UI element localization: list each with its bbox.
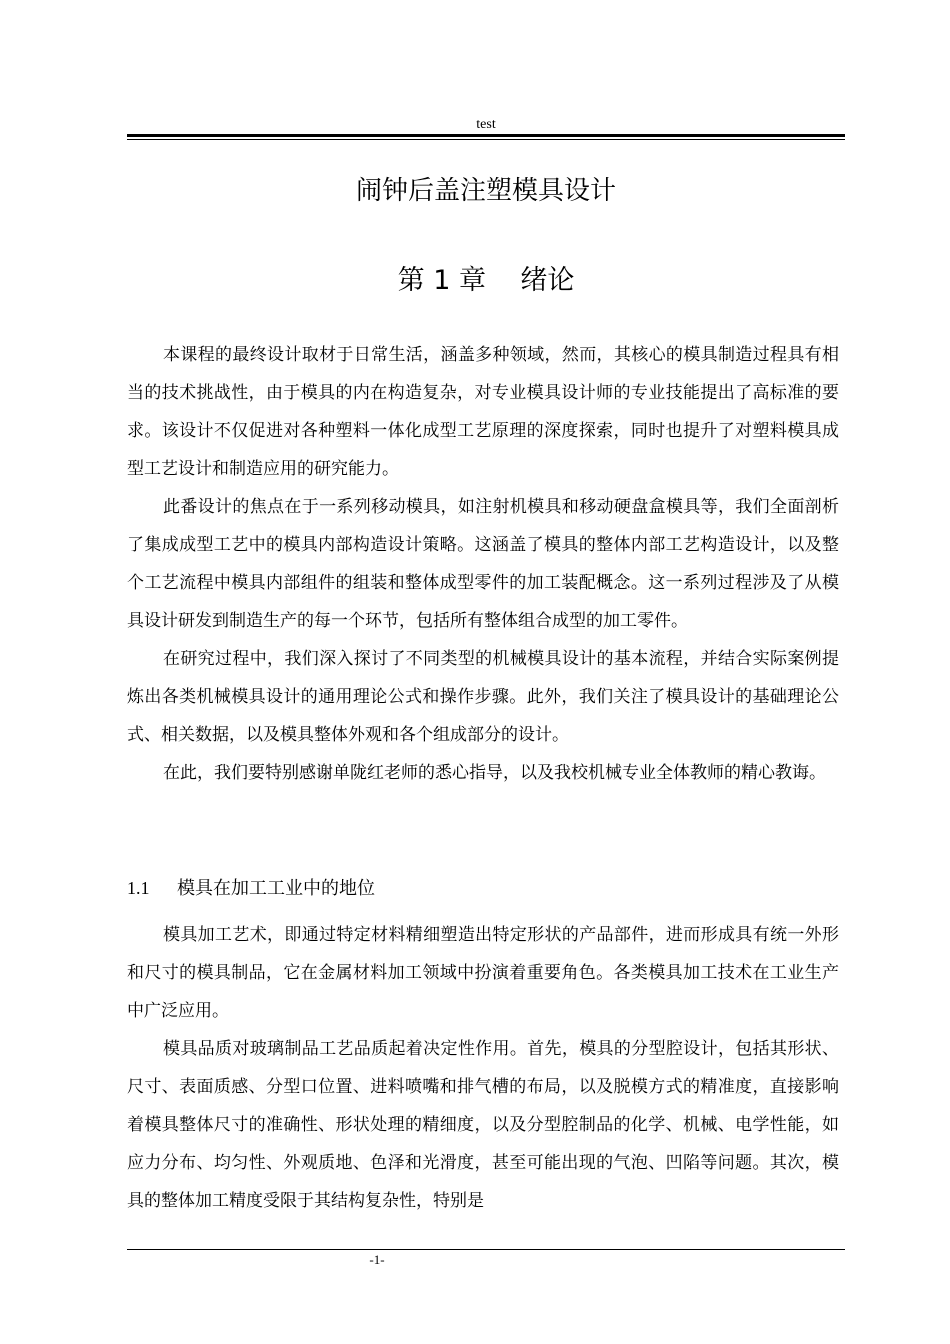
document-title: 闹钟后盖注塑模具设计	[355, 176, 616, 206]
page-header: test	[476, 117, 496, 132]
paragraph: 模具加工艺术，即通过特定材料精细塑造出特定形状的产品部件，进而形成具有统一外形和尺寸的模具制品，它在金属材料加工领域中扮演着重要角色。各类模具加工技术在工业生产中广泛应用。	[127, 925, 839, 1021]
intro-text	[127, 336, 839, 792]
section-heading	[127, 874, 375, 900]
page-number: -1-	[369, 1252, 385, 1267]
header-rule	[127, 134, 845, 137]
footer-rule	[127, 1249, 845, 1250]
header-rule-thin	[127, 139, 845, 140]
paragraph: 此番设计的焦点在于一系列移动模具，如注射机模具和移动硬盘盒模具等，我们全面剖析了集成成型工艺中的模具内部构造设计策略。这涵盖了模具的整体内部工艺构造设计，以及整个工艺流程中模具内部组件的组装和整体成型零件的加工装配概念。这一系列过程涉及了从模具设计研发到制造生产的每一个环节，包括所有整体组合成型的加工零件。	[127, 497, 839, 631]
chapter-title: 第 1 章 绪论	[397, 265, 575, 296]
section-number: 1.1	[127, 878, 150, 898]
section-title: 模具在加工工业中的地位	[177, 878, 375, 899]
paragraph: 模具品质对玻璃制品工艺品质起着决定性作用。首先，模具的分型腔设计，包括其形状、尺寸、表面质感、分型口位置、进料喷嘴和排气槽的布局，以及脱模方式的精准度，直接影响着模具整体尺寸的准确性、形状处理的精细度，以及分型腔制品的化学、机械、电学性能，如应力分布、均匀性、外观质地、色泽和光滑度，甚至可能出现的气泡、凹陷等问题。其次，模具的整体加工精度受限于其结构复杂性，特别是	[127, 1039, 839, 1211]
paragraph: 在研究过程中，我们深入探讨了不同类型的机械模具设计的基本流程，并结合实际案例提炼出各类机械模具设计的通用理论公式和操作步骤。此外，我们关注了模具设计的基础理论公式、相关数据，以及模具整体外观和各个组成部分的设计。	[127, 649, 839, 745]
section-text	[127, 916, 839, 1220]
paragraph: 本课程的最终设计取材于日常生活，涵盖多种领域，然而，其核心的模具制造过程具有相当的技术挑战性，由于模具的内在构造复杂，对专业模具设计师的专业技能提出了高标准的要求。该设计不仅促进对各种塑料一体化成型工艺原理的深度探索，同时也提升了对塑料模具成型工艺设计和制造应用的研究能力。	[127, 345, 839, 479]
paragraph: 在此，我们要特别感谢单陇红老师的悉心指导，以及我校机械专业全体教师的精心教诲。	[163, 763, 826, 783]
